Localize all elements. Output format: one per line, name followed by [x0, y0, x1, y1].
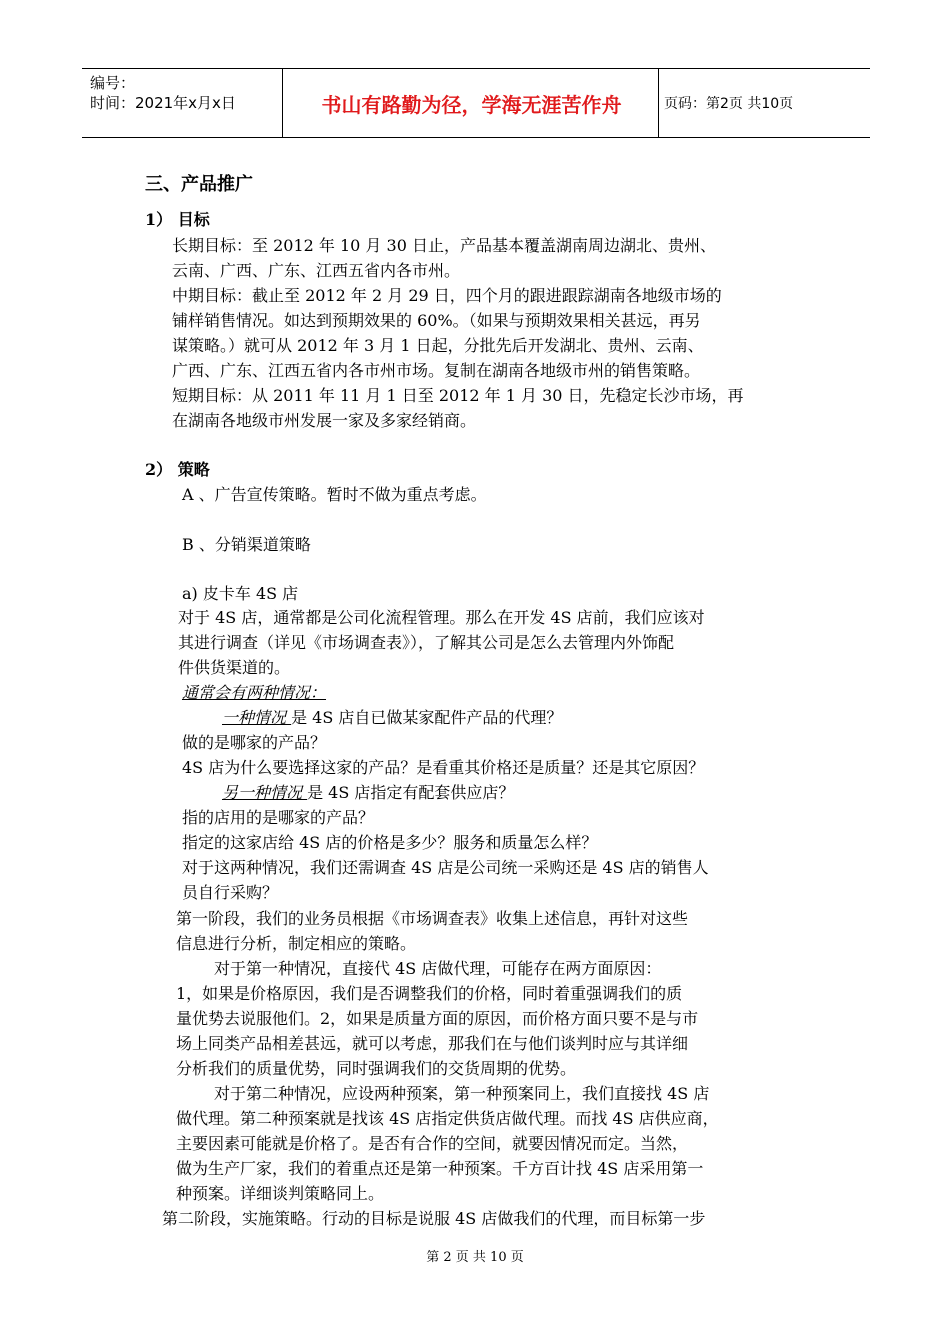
goal-heading: 1） 目标	[145, 210, 210, 229]
para-line: 主要因素可能就是价格了。是否有合作的空间，就要因情况而定。当然，	[176, 1134, 689, 1153]
para-line: 对于第二种情况，应设两种预案，第一种预案同上，我们直接找 4S 店	[214, 1084, 710, 1103]
para-line: 对于这两种情况，我们还需调查 4S 店是公司统一采购还是 4S 店的销售人	[182, 858, 709, 877]
case1-text: 是 4S 店自已做某家配件产品的代理？	[291, 708, 563, 727]
para-line: 1，如果是价格原因，我们是否调整我们的价格，同时着重强调我们的质	[176, 984, 683, 1003]
case1-label: 一种情况	[222, 708, 292, 727]
para-line: 分析我们的质量优势，同时强调我们的交货周期的优势。	[176, 1059, 577, 1078]
goal-line: 云南、广西、广东、江西五省内各市州。	[172, 261, 461, 280]
page-footer: 第 2 页 共 10 页	[426, 1250, 524, 1265]
goal-line: 谋策略。）就可从 2012 年 3 月 1 日起，分批先后开发湖北、贵州、云南、	[172, 336, 704, 355]
case2-label: 另一种情况	[222, 783, 308, 802]
para-line: 件供货渠道的。	[178, 658, 291, 677]
header-left	[90, 73, 236, 113]
para-line: 做代理。第二种预案就是找该 4S 店指定供货店做代理。而找 4S 店供应商，	[176, 1109, 719, 1128]
goal-line: 短期目标：从 2011 年 11 月 1 日至 2012 年 1 月 30 日，先稳定长沙市场，再	[172, 386, 744, 405]
goal-line: 在湖南各地级市州发展一家及多家经销商。	[172, 411, 477, 430]
case1-q2: 4S 店为什么要选择这家的产品？是看重其价格还是质量？还是其它原因？	[182, 758, 705, 777]
case1-q1: 做的是哪家的产品？	[182, 733, 327, 752]
time-label: 时间：2021年x月x日	[90, 94, 236, 112]
goal-line: 铺样销售情况。如达到预期效果的 60%。（如果与预期效果相关甚远，再另	[172, 311, 701, 330]
goal-line: 长期目标：至 2012 年 10 月 30 日止，产品基本覆盖湖南周边湖北、贵州、	[172, 236, 716, 255]
para-line: 信息进行分析，制定相应的策略。	[176, 934, 417, 953]
goal-line: 广西、广东、江西五省内各市州市场。复制在湖南各地级市州的销售策略。	[172, 361, 701, 380]
para-line: 量优势去说服他们。2，如果是质量方面的原因，而价格方面只要不是与市	[176, 1009, 699, 1028]
para-line: 第二阶段，实施策略。行动的目标是说服 4S 店做我们的代理，而目标第一步	[162, 1209, 706, 1228]
strategy-a: A 、广告宣传策略。暂时不做为重点考虑。	[182, 485, 487, 504]
case2-text: 是 4S 店指定有配套供应店？	[307, 783, 515, 802]
number-label: 编号：	[90, 74, 136, 92]
strategy-b: B 、分销渠道策略	[182, 535, 311, 554]
para-line: 做为生产厂家，我们的着重点还是第一种预案。千方百计找 4S 店采用第一	[176, 1159, 704, 1178]
header-page-label: 页码：第2页 共10页	[664, 96, 794, 112]
sub-a: a) 皮卡车 4S 店	[182, 584, 299, 603]
two-cases-label: 通常会有两种情况：	[182, 683, 327, 702]
case2-q1: 指的店用的是哪家的产品？	[182, 808, 375, 827]
case2-line	[222, 781, 514, 805]
para-line: 场上同类产品相差甚远，就可以考虑，那我们在与他们谈判时应与其详细	[176, 1034, 689, 1053]
case2-q2: 指定的这家店给 4S 店的价格是多少？服务和质量怎么样？	[182, 833, 598, 852]
para-line: 第一阶段，我们的业务员根据《市场调查表》收集上述信息，再针对这些	[176, 909, 689, 928]
case1-line	[222, 706, 562, 730]
para-line: 其进行调查（详见《市场调查表》），了解其公司是怎么去管理内外饰配	[178, 633, 675, 652]
para-line: 员自行采购？	[182, 883, 279, 902]
header-motto: 书山有路勤为径，学海无涯苦作舟	[321, 92, 622, 117]
header-divider-1	[282, 69, 283, 137]
section-title: 三、产品推广	[145, 174, 253, 195]
para-line: 对于第一种情况，直接代 4S 店做代理，可能存在两方面原因：	[214, 959, 662, 978]
goal-line: 中期目标：截止至 2012 年 2 月 29 日，四个月的跟进跟踪湖南各地级市场的	[172, 286, 722, 305]
strategy-heading: 2） 策略	[145, 460, 210, 479]
header-table	[82, 68, 870, 138]
header-divider-2	[658, 69, 659, 137]
para-line: 种预案。详细谈判策略同上。	[176, 1184, 385, 1203]
para-line: 对于 4S 店，通常都是公司化流程管理。那么在开发 4S 店前，我们应该对	[178, 608, 705, 627]
